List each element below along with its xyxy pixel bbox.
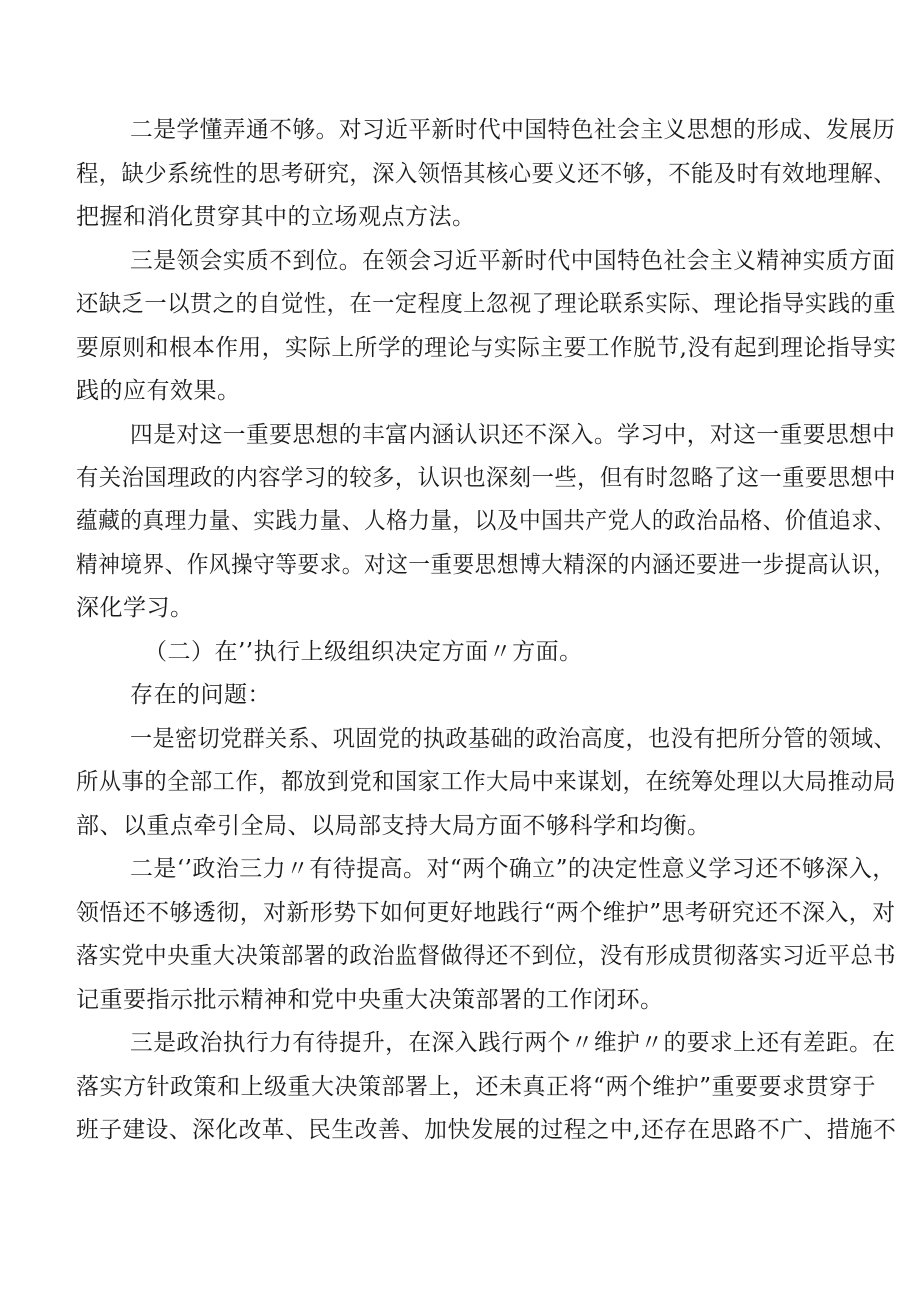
text-line: 部、以重点牵引全局、以局部支持大局方面不够科学和均衡。 [76, 813, 711, 839]
text-line: 二是‘’政治三力〃有待提高。对“两个确立”的决定性意义学习还不够深入， [130, 856, 896, 882]
text-line: 程，缺少系统性的思考研究，深入领悟其核心要义还不够，不能及时有效地理解、 [76, 161, 897, 187]
text-line: 一是密切党群关系、巩固党的执政基础的政治高度，也没有把所分管的领域、 [130, 726, 897, 752]
text-line: 深化学习。 [76, 595, 194, 621]
text-line: 还缺乏一以贯之的自觉性，在一定程度上忽视了理论联系实际、理论指导实践的重 [76, 291, 897, 317]
text-line: 落实方针政策和上级重大决策部署上，还未真正将“两个维护”重要要求贯穿于 [76, 1074, 877, 1100]
text-line: 四是对这一重要思想的丰富内涵认识还不深入。学习中，对这一重要思想中 [130, 422, 896, 448]
text-line: 有关治国理政的内容学习的较多，认识也深刻一些，但有时忽略了这一重要思想中 [76, 465, 897, 491]
text-line: 领悟还不够透彻，对新形势下如何更好地践行“两个维护”思考研究还不深入，对 [76, 900, 896, 926]
text-line: 记重要指示批示精神和党中央重大决策部署的工作闭环。 [76, 987, 664, 1013]
text-line: 精神境界、作风操守等要求。对这一重要思想博大精深的内涵还要进一步提高认识， [76, 552, 896, 578]
text-line: 三是政治执行力有待提升，在深入践行两个〃维护〃的要求上还有差距。在 [130, 1030, 896, 1056]
text-line: 班子建设、深化改革、民生改善、加快发展的过程之中,还存在思路不广、措施不 [76, 1117, 897, 1143]
text-line: 落实党中央重大决策部署的政治监督做得还不到位，没有形成贯彻落实习近平总书 [76, 943, 897, 969]
section-heading: （二）在’’执行上级组织决定方面〃方面。 [144, 639, 583, 665]
text-line: 二是学懂弄通不够。对习近平新时代中国特色社会主义思想的形成、发展历 [130, 117, 896, 143]
text-line: 践的应有效果。 [76, 378, 241, 404]
text-line: 所从事的全部工作，都放到党和国家工作大局中来谋划，在统筹处理以大局推动局 [76, 769, 897, 795]
text-line: 存在的问题： [130, 682, 271, 708]
text-line: 蕴藏的真理力量、实践力量、人格力量，以及中国共产党人的政治品格、价值追求、 [76, 508, 896, 534]
text-line: 三是领会实质不到位。在领会习近平新时代中国特色社会主义精神实质方面 [130, 248, 896, 274]
text-line: 把握和消化贯穿其中的立场观点方法。 [76, 204, 476, 230]
text-line: 要原则和根本作用，实际上所学的理论与实际主要工作脱节,没有起到理论指导实 [76, 335, 897, 361]
